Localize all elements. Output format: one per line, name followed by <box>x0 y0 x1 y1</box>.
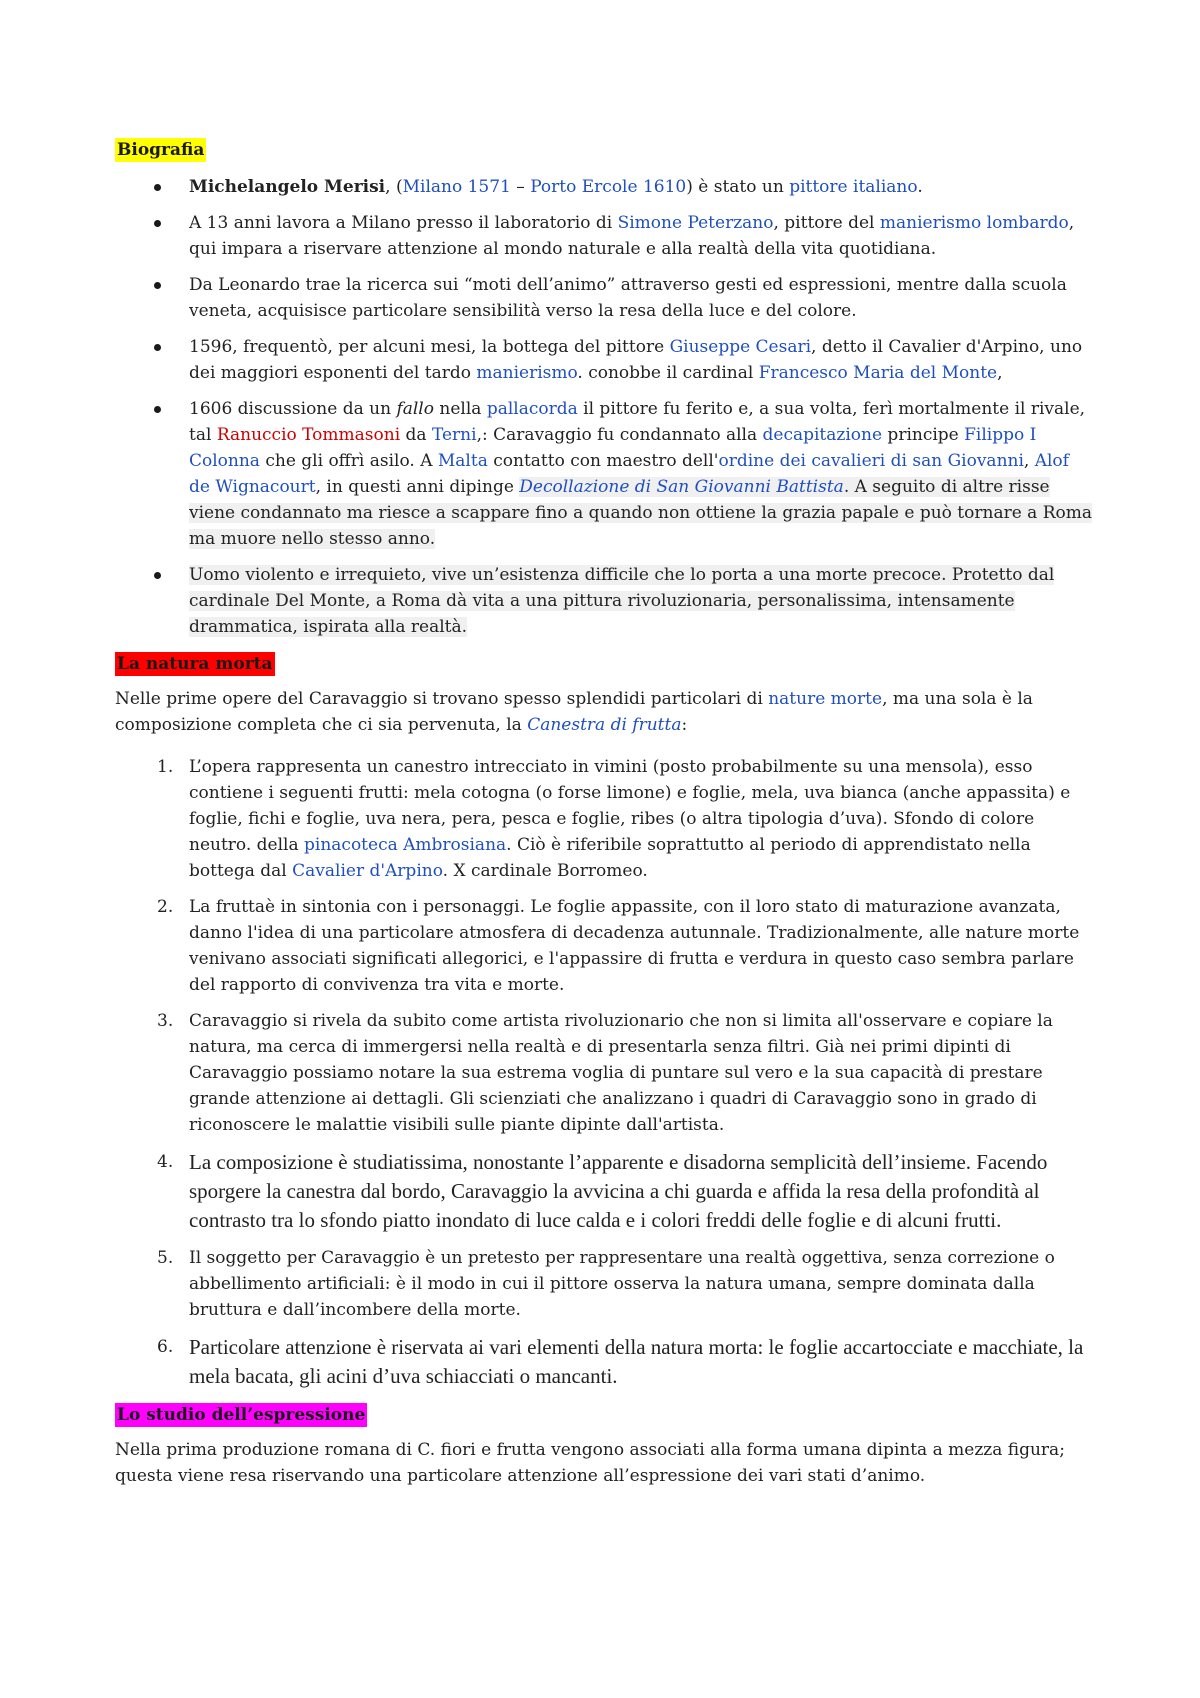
text: , in questi anni dipinge <box>315 477 520 497</box>
section-studio-espressione <box>115 1401 1095 1489</box>
text: , ma una sola è la composizione completa che ci sia pervenuta, la <box>115 689 1033 735</box>
text: , <box>1023 451 1035 471</box>
text: . Ciò è riferibile soprattutto al periodo di apprendistato nella bottega dal <box>189 835 1031 881</box>
list-item <box>115 1008 1095 1138</box>
link-manierismo[interactable]: manierismo <box>476 363 578 383</box>
text: Particolare attenzione è riservata ai vari elementi della natura morta: le foglie accartocciate e macchiate, la mela bacata, gli acini d’uva schiacciati o mancanti. <box>189 1335 1084 1388</box>
list-item <box>115 174 1095 200</box>
text: La composizione è studiatissima, nonostante l’apparente e disadorna semplicità dell’insieme. Facendo sporgere la canestra dal bordo, Caravaggio la avvicina a chi guarda e affida la resa della profondità al contrasto tra lo sfondo piatto inondato di luce calda e i colori freddi delle foglie e di alcuni frutti. <box>189 1150 1048 1232</box>
link-decollazione[interactable]: Decollazione di San Giovanni Battista <box>519 477 844 497</box>
text: . X cardinale Borromeo. <box>442 861 648 881</box>
text: . conobbe il cardinal <box>577 363 759 383</box>
link-malta[interactable]: Malta <box>437 451 488 471</box>
list-item <box>115 562 1095 640</box>
bullet-icon <box>154 572 161 579</box>
section-biografia <box>115 138 1095 640</box>
link-simone-peterzano[interactable]: Simone Peterzano <box>617 213 774 233</box>
link-milano[interactable]: Milano 1571 <box>402 177 511 197</box>
italic-text: fallo <box>396 399 434 419</box>
heading-natura-morta: La natura morta <box>117 654 273 674</box>
link-decapitazione[interactable]: decapitazione <box>762 425 883 445</box>
list-number: 1. <box>157 757 174 777</box>
list-number: 5. <box>157 1248 174 1268</box>
link-alof-de-wignacourt[interactable]: Alof de Wignacourt <box>189 451 1069 497</box>
text: . <box>917 177 923 197</box>
text: , <box>997 363 1003 383</box>
text: Nelle prime opere del Caravaggio si trovano spesso splendidi particolari di <box>115 689 769 709</box>
text: che gli offrì asilo. A <box>259 451 438 471</box>
link-cavalier-arpino[interactable]: Cavalier d'Arpino <box>292 861 443 881</box>
link-pallacorda[interactable]: pallacorda <box>486 399 578 419</box>
bullet-icon <box>154 184 161 191</box>
text: Caravaggio si rivela da subito come artista rivoluzionario che non si limita all'osservare e copiare la natura, ma cerca di immergersi nella realtà e di presentarla senza filtri. Già nei primi dipinti di Caravaggio possiamo notare la sua estrema voglia di puntare sul vero e la sua capacità di prestare grande attenzione ai dettagli. Gli scienziati che analizzano i quadri di Caravaggio sono in grado di riconoscere le malattie visibili sulle piante dipinte dall'artista. <box>189 1011 1053 1135</box>
list-item <box>115 1148 1095 1235</box>
list-item <box>115 894 1095 998</box>
section-natura-morta <box>115 650 1095 1391</box>
list-item <box>115 1333 1095 1391</box>
text: 1606 discussione da un <box>189 399 397 419</box>
text: A 13 anni lavora a Milano presso il laboratorio di <box>189 213 618 233</box>
text: – <box>510 177 531 197</box>
text: Il soggetto per Caravaggio è un pretesto per rappresentare una realtà oggettiva, senza correzione o abbellimento artificiali: è il modo in cui il pittore osserva la natura umana, sempre dominata dalla bruttura e dall’incombere della morte. <box>189 1248 1055 1320</box>
link-pittore-italiano[interactable]: pittore italiano <box>789 177 918 197</box>
intro-paragraph <box>115 686 1095 738</box>
bullet-icon <box>154 406 161 413</box>
text: , ( <box>385 177 403 197</box>
link-filippo-colonna[interactable]: Filippo I Colonna <box>189 425 1037 471</box>
bullet-icon <box>154 220 161 227</box>
list-item <box>115 210 1095 262</box>
text: Uomo violento e irrequieto, vive un’esistenza difficile che lo porta a una morte precoce. Protetto dal cardinale Del Monte, a Roma dà vita a una pittura rivoluzionaria, personalissima, intensamente drammatica, ispirata alla realtà. <box>189 565 1055 637</box>
text: L’opera rappresenta un canestro intrecciato in vimini (posto probabilmente su una mensola), esso contiene i seguenti frutti: mela cotogna (o forse limone) e foglie, mela, uva bianca (anche appassita) e foglie, fichi e foglie, uva nera, pera, pesca e foglie, ribes (o altra tipologia d’uva). Sfondo di colore neutro. della <box>189 757 1071 855</box>
link-ranuccio-tommasoni[interactable]: Ranuccio Tommasoni <box>216 425 401 445</box>
natura-morta-list <box>115 754 1095 1391</box>
list-number: 6. <box>157 1337 174 1357</box>
studio-paragraph: Nella prima produzione romana di C. fiori e frutta vengono associati alla forma umana dipinta a mezza figura; questa viene resa riservando una particolare attenzione all’espressione dei vari stati d’animo. <box>115 1440 1065 1486</box>
link-giuseppe-cesari[interactable]: Giuseppe Cesari <box>669 337 812 357</box>
bullet-icon <box>154 282 161 289</box>
link-manierismo-lombardo[interactable]: manierismo lombardo <box>879 213 1069 233</box>
text: contatto con maestro dell' <box>487 451 719 471</box>
text: ,: Caravaggio fu condannato alla <box>476 425 763 445</box>
heading-biografia: Biografia <box>117 140 205 160</box>
text: , pittore del <box>773 213 880 233</box>
list-number: 2. <box>157 897 174 917</box>
bullet-icon <box>154 344 161 351</box>
text: , detto il Cavalier d'Arpino, uno dei maggiori esponenti del tardo <box>189 337 1083 383</box>
text: nella <box>433 399 487 419</box>
list-item <box>115 272 1095 324</box>
list-number: 3. <box>157 1011 174 1031</box>
text: il pittore fu ferito e, a sua volta, ferì mortalmente il rivale, tal <box>189 399 1086 445</box>
heading-studio-espressione: Lo studio dell’espressione <box>117 1405 366 1425</box>
list-item <box>115 334 1095 386</box>
link-pinacoteca-ambrosiana[interactable]: pinacoteca Ambrosiana <box>304 835 507 855</box>
list-number: 4. <box>157 1152 174 1172</box>
text: . A seguito di altre risse viene condannato ma riesce a scappare fino a quando non ottiene la grazia papale e può tornare a Roma ma muore nello stesso anno. <box>189 477 1093 549</box>
text: principe <box>882 425 965 445</box>
text: La fruttaè in sintonia con i personaggi. Le foglie appassite, con il loro stato di maturazione avanzata, danno l'idea di una particolare atmosfera di decadenza autunnale. Tradizionalmente, alle nature morte venivano associati significati allegorici, e l'appassire di frutta e verdura in questo caso sembra parlare del rapporto di convivenza tra vita e morte. <box>189 897 1080 995</box>
list-item <box>115 1245 1095 1323</box>
text: , qui impara a riservare attenzione al mondo naturale e alla realtà della vita quotidiana. <box>189 213 1075 259</box>
text: 1596, frequentò, per alcuni mesi, la bottega del pittore <box>189 337 670 357</box>
biografia-list <box>115 174 1095 640</box>
link-nature-morte[interactable]: nature morte <box>768 689 883 709</box>
document-page <box>115 138 1095 1505</box>
link-ordine-cavalieri[interactable]: ordine dei cavalieri di san Giovanni <box>718 451 1024 471</box>
link-canestra-di-frutta[interactable]: Canestra di frutta <box>527 715 682 735</box>
list-item <box>115 754 1095 884</box>
link-francesco-maria-del-monte[interactable]: Francesco Maria del Monte <box>758 363 998 383</box>
list-item <box>115 396 1095 552</box>
text: ) è stato un <box>686 177 790 197</box>
text: da <box>400 425 432 445</box>
text: Da Leonardo trae la ricerca sui “moti dell’animo” attraverso gesti ed espressioni, mentre dalla scuola veneta, acquisisce particolare sensibilità verso la resa della luce e del colore. <box>189 275 1067 321</box>
link-terni[interactable]: Terni <box>431 425 477 445</box>
text: : <box>681 715 688 735</box>
link-porto-ercole[interactable]: Porto Ercole 1610 <box>530 177 687 197</box>
bold-name: Michelangelo Merisi <box>189 177 386 197</box>
